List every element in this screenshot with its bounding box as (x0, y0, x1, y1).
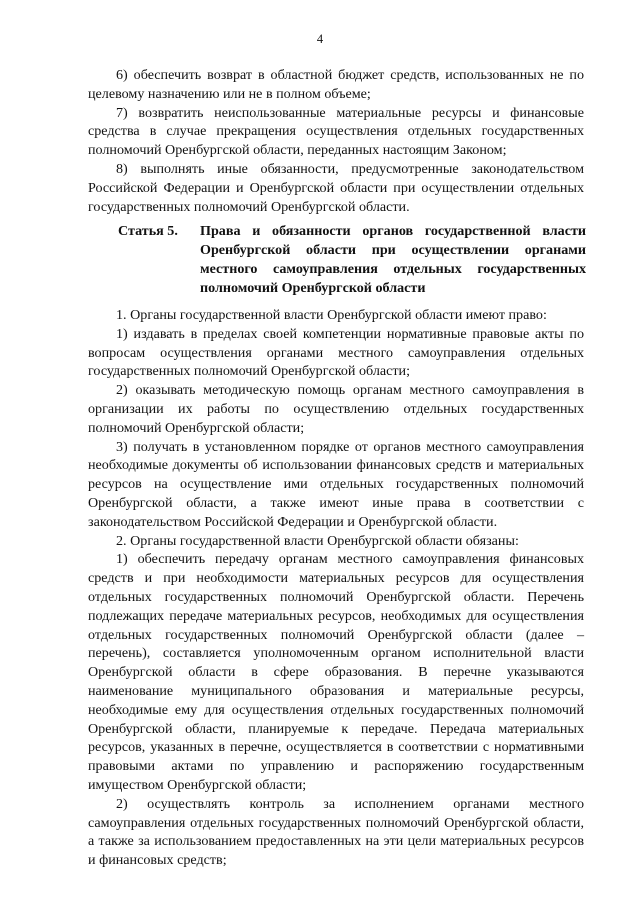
section-1-item-3: 3) получать в установленном порядке от органов местного самоуправления необходимые документы об использовании финансовых средств и материальных ресурсов на осуществление ими отдельных государственных полномочий Оренбургской области, а также имеют иные права в соответствии с законодательством Российской Федерации и Оренбургской области. (88, 438, 584, 530)
article-body (88, 306, 584, 870)
top-paragraphs (88, 66, 584, 216)
article-heading (118, 222, 586, 298)
section-1-intro: 1. Органы государственной власти Оренбургской области имеют право: (116, 307, 547, 323)
section-1-item-1: 1) издавать в пределах своей компетенции нормативные правовые акты по вопросам осуществления органами местного самоуправления отдельных государственных полномочий Оренбургской области; (88, 325, 584, 380)
paragraph-item-8: 8) выполнять иные обязанности, предусмотренные законодательством Российской Федерации и Оренбургской области при осуществлении отдельных государственных полномочий Оренбургской области. (88, 160, 584, 215)
section-2-intro: 2. Органы государственной власти Оренбургской области обязаны: (116, 532, 519, 549)
article-title: Права и обязанности органов государственной власти Оренбургской области при осуществлении органами местного самоуправления отдельных государственных полномочий Оренбургской области (200, 223, 586, 296)
section-2-item-1: 1) обеспечить передачу органам местного самоуправления финансовых средств и при необходимости материальных ресурсов для осуществления отдельных государственных полномочий Оренбургской области. Перечень подлежащих передаче материальных ресурсов, необходимых для осуществления отдельных государственных полномочий Оренбургской области (далее – перечень), составляется уполномоченным органом исполнительной власти Оренбургской области в сфере образования. В перечне указываются наименование муниципального образования и материальные ресурсы, необходимые ему для осуществления отдельных государственных полномочий Оренбургской области, планируемые к передаче. Передача материальных ресурсов, указанных в перечне, осуществляется в соответствии с нормативными правовыми актами по управлению и распоряжению государственным имуществом Оренбургской области; (88, 551, 584, 793)
paragraph-item-7: 7) возвратить неиспользованные материальные ресурсы и финансовые средства в случае прекращения осуществления отдельных государственных полномочий Оренбургской области, переданных настоящим Законом; (88, 104, 584, 159)
paragraph-item-6: 6) обеспечить возврат в областной бюджет средств, использованных не по целевому назначению или не в полном объеме; (88, 67, 584, 102)
section-1-item-2: 2) оказывать методическую помощь органам местного самоуправления в организации их работы по осуществлению отдельных государственных полномочий Оренбургской области; (88, 382, 584, 436)
page-number: 4 (316, 32, 324, 46)
section-2-item-2: 2) осуществлять контроль за исполнением органами местного самоуправления отдельных государственных полномочий Оренбургской области, а также за использованием предоставленных на эти цели материальных ресурсов и финансовых средств; (88, 795, 584, 869)
article-label: Статья 5. (118, 223, 178, 239)
